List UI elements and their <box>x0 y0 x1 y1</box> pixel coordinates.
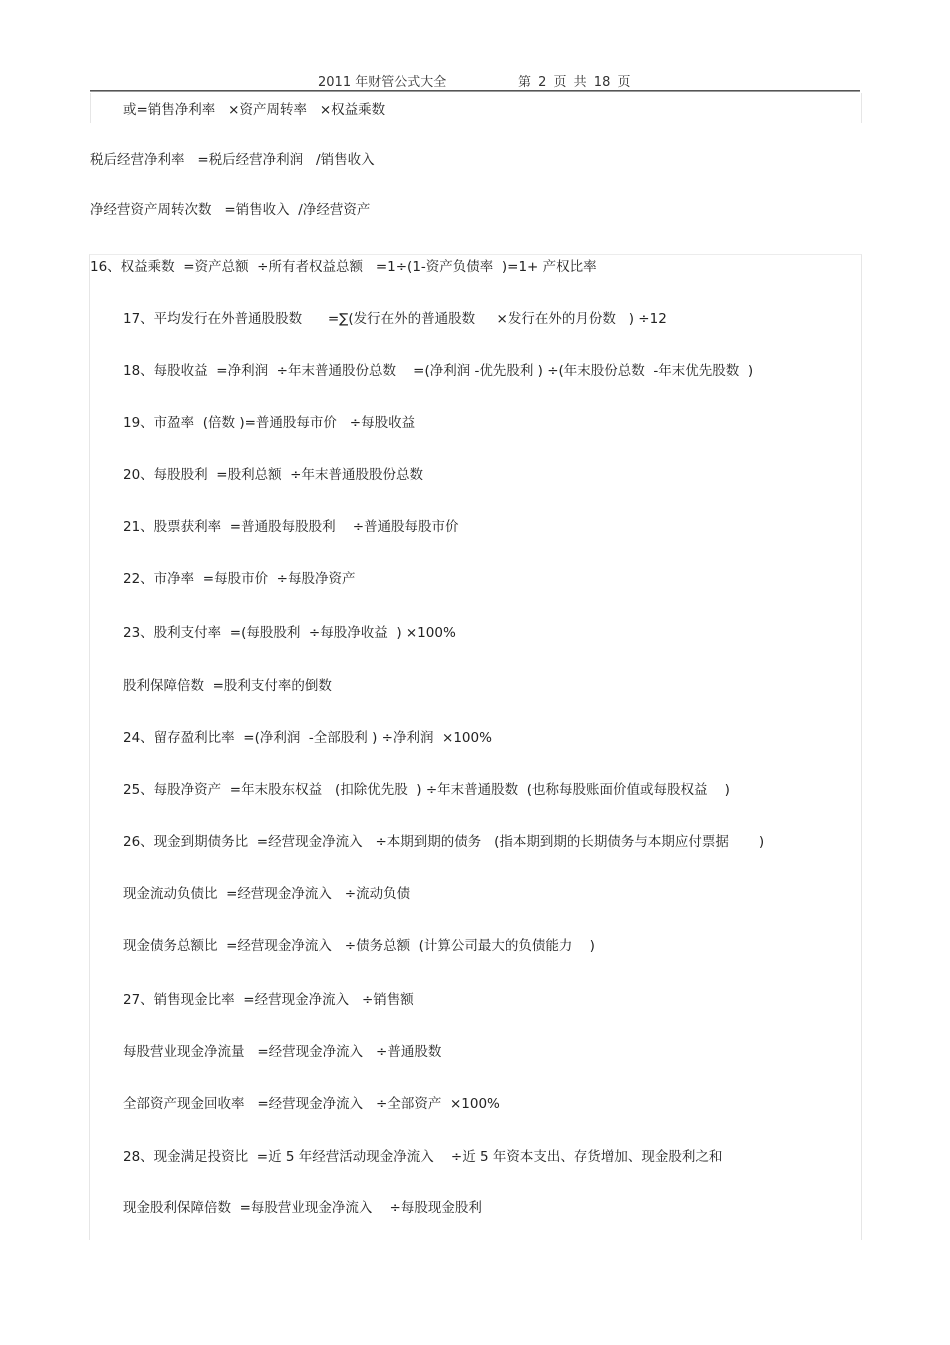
formula-line: 全部资产现金回收率 =经营现金净流入 ÷全部资产 ×100% <box>123 1096 500 1112</box>
formula-line: 现金流动负债比 =经营现金净流入 ÷流动负债 <box>123 886 411 902</box>
formula-line: 25、每股净资产 =年末股东权益 (扣除优先股 ) ÷年末普通股数 (也称每股账面价值或每股权益 ) <box>123 782 730 798</box>
text-frame-main <box>89 254 862 1240</box>
formula-line: 现金债务总额比 =经营现金净流入 ÷债务总额 (计算公司最大的负债能力 ) <box>123 938 595 954</box>
formula-line: 21、股票获利率 =普通股每股股利 ÷普通股每股市价 <box>123 519 459 535</box>
formula-line: 20、每股股利 =股利总额 ÷年末普通股股份总数 <box>123 467 423 483</box>
formula-line: 股利保障倍数 =股利支付率的倒数 <box>123 678 332 694</box>
page-number: 第 2 页 共 18 页 <box>518 75 631 90</box>
formula-line: 28、现金满足投资比 =近 5 年经营活动现金净流入 ÷近 5 年资本支出、存货增加、现金股利之和 <box>123 1149 723 1165</box>
formula-line: 16、权益乘数 =资产总额 ÷所有者权益总额 =1÷(1-资产负债率 )=1+ 产权比率 <box>90 259 597 275</box>
formula-line: 19、市盈率 (倍数 )=普通股每市价 ÷每股收益 <box>123 415 416 431</box>
formula-line: 现金股利保障倍数 =每股营业现金净流入 ÷每股现金股利 <box>123 1200 482 1216</box>
formula-line: 26、现金到期债务比 =经营现金净流入 ÷本期到期的债务 (指本期到期的长期债务与本期应付票据 ) <box>123 834 765 850</box>
formula-line: 或=销售净利率 ×资产周转率 ×权益乘数 <box>123 102 386 118</box>
header-divider <box>90 90 860 92</box>
formula-line: 18、每股收益 =净利润 ÷年末普通股份总数 =(净利润 -优先股利 ) ÷(年末股份总数 -年末优先股数 ) <box>123 363 754 379</box>
formula-line: 每股营业现金净流量 =经营现金净流入 ÷普通股数 <box>123 1044 442 1060</box>
formula-line: 23、股利支付率 =(每股股利 ÷每股净收益 ) ×100% <box>123 625 456 641</box>
formula-line: 净经营资产周转次数 =销售收入 /净经营资产 <box>90 202 371 218</box>
formula-line: 税后经营净利率 =税后经营净利润 /销售收入 <box>90 152 375 168</box>
document-title: 2011 年财管公式大全 <box>318 75 447 90</box>
formula-line: 17、平均发行在外普通股股数 =∑(发行在外的普通股数 ×发行在外的月份数 ) ÷12 <box>123 311 667 327</box>
formula-line: 22、市净率 =每股市价 ÷每股净资产 <box>123 571 356 587</box>
formula-line: 24、留存盈利比率 =(净利润 -全部股利 ) ÷净利润 ×100% <box>123 730 492 746</box>
formula-line: 27、销售现金比率 =经营现金净流入 ÷销售额 <box>123 992 414 1008</box>
page-header <box>90 68 860 90</box>
